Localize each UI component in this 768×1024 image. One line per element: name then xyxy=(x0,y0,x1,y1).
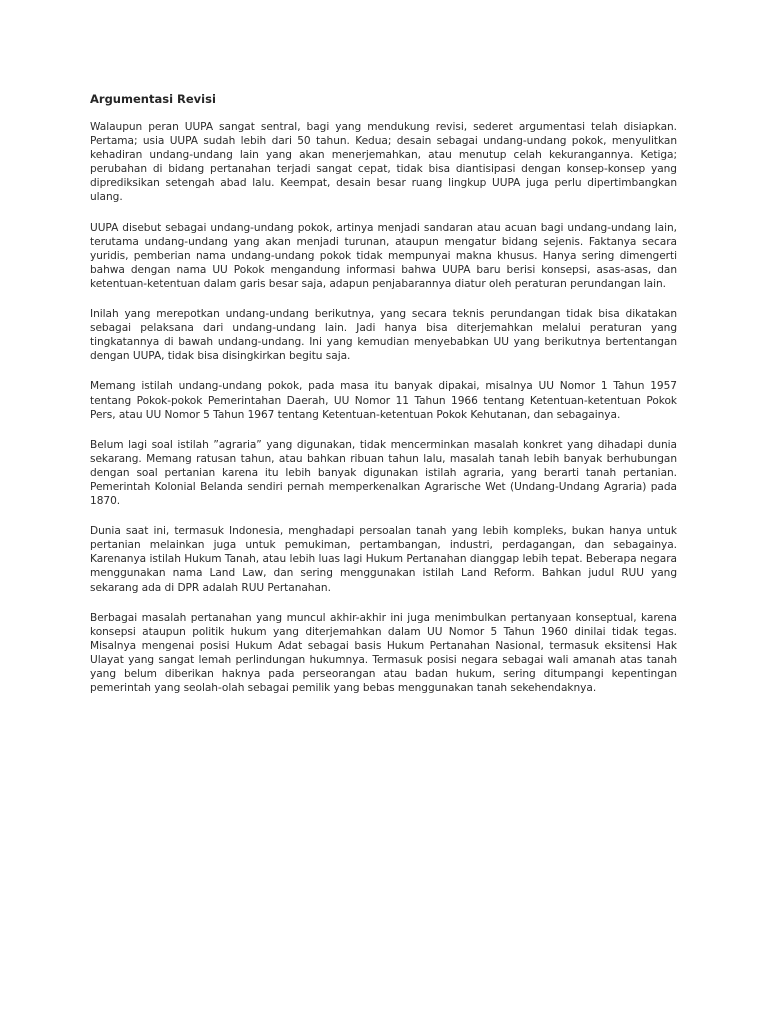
paragraph-1: Walaupun peran UUPA sangat sentral, bagi yang mendukung revisi, sederet argumentasi telah disiapkan. Pertama; usia UUPA sudah lebih dari 50 tahun. Kedua; desain sebagai undang-undang pokok, menyulitkan kehadiran undang-undang lain yang akan menerjemahkan, atau menutup celah kekurangannya. Ketiga; perubahan di bidang pertanahan terjadi sangat cepat, tidak bisa diantisipasi dengan konsep-konsep yang diprediksikan setengah abad lalu. Keempat, desain besar ruang lingkup UUPA juga perlu dipertimbangkan ulang. xyxy=(90,121,677,204)
paragraph-3: Inilah yang merepotkan undang-undang berikutnya, yang secara teknis perundangan tidak bisa dikatakan sebagai pelaksana dari undang-undang lain. Jadi hanya bisa diterjemahkan melalui peraturan yang tingkatannya di bawah undang-undang. Ini yang kemudian menyebabkan UU yang berikutnya bertentangan dengan UUPA, tidak bisa disingkirkan begitu saja. xyxy=(90,308,677,363)
paragraph-2: UUPA disebut sebagai undang-undang pokok, artinya menjadi sandaran atau acuan bagi undang-undang lain, terutama undang-undang yang akan menjadi turunan, ataupun mengatur bidang sejenis. Faktanya secara yuridis, pemberian nama undang-undang pokok tidak mempunyai makna khusus. Hanya sering dimengerti bahwa dengan nama UU Pokok mengandung informasi bahwa UUPA baru berisi konsepsi, asas-asas, dan ketentuan-ketentuan dalam garis besar saja, adapun penjabarannya diatur oleh peraturan perundangan lain. xyxy=(90,221,677,290)
paragraph-6: Dunia saat ini, termasuk Indonesia, menghadapi persoalan tanah yang lebih kompleks, bukan hanya untuk pertanian melainkan juga untuk pemukiman, pertambangan, industri, perdagangan, dan sebagainya. Karenanya istilah Hukum Tanah, atau lebih luas lagi Hukum Pertanahan dianggap lebih tepat. Beberapa negara menggunakan nama Land Law, dan sering menggunakan istilah Land Reform. Bahkan judul RUU yang sekarang ada di DPR adalah RUU Pertanahan. xyxy=(90,525,677,594)
paragraph-5: Belum lagi soal istilah ”agraria” yang digunakan, tidak mencerminkan masalah konkret yang dihadapi dunia sekarang. Memang ratusan tahun, atau bahkan ribuan tahun lalu, masalah tanah lebih banyak berhubungan dengan soal pertanian karena itu lebih banyak digunakan istilah agraria, yang berarti tanah pertanian. Pemerintah Kolonial Belanda sendiri pernah memperkenalkan Agrarische Wet (Undang-Undang Agraria) pada 1870. xyxy=(90,438,677,508)
paragraph-7: Berbagai masalah pertanahan yang muncul akhir-akhir ini juga menimbulkan pertanyaan konseptual, karena konsepsi ataupun politik hukum yang diterjemahkan dalam UU Nomor 5 Tahun 1960 dinilai tidak tegas. Misalnya mengenai posisi Hukum Adat sebagai basis Hukum Pertanahan Nasional, termasuk eksitensi Hak Ulayat yang sangat lemah perlindungan hukumnya. Termasuk posisi negara sebagai wali amanah atas tanah yang belum diberikan haknya pada perseorangan atau badan hukum, sering ditumpangi kepentingan pemerintah yang seolah-olah sebagai pemilik yang bebas menggunakan tanah sekehendaknya. xyxy=(90,611,677,695)
paragraph-4: Memang istilah undang-undang pokok, pada masa itu banyak dipakai, misalnya UU Nomor 1 Tahun 1957 tentang Pokok-pokok Pemerintahan Daerah, UU Nomor 11 Tahun 1966 tentang Ketentuan-ketentuan Pokok Pers, atau UU Nomor 5 Tahun 1967 tentang Ketentuan-ketentuan Pokok Kehutanan, dan sebagainya. xyxy=(90,380,677,421)
document-title: Argumentasi Revisi xyxy=(90,92,216,106)
